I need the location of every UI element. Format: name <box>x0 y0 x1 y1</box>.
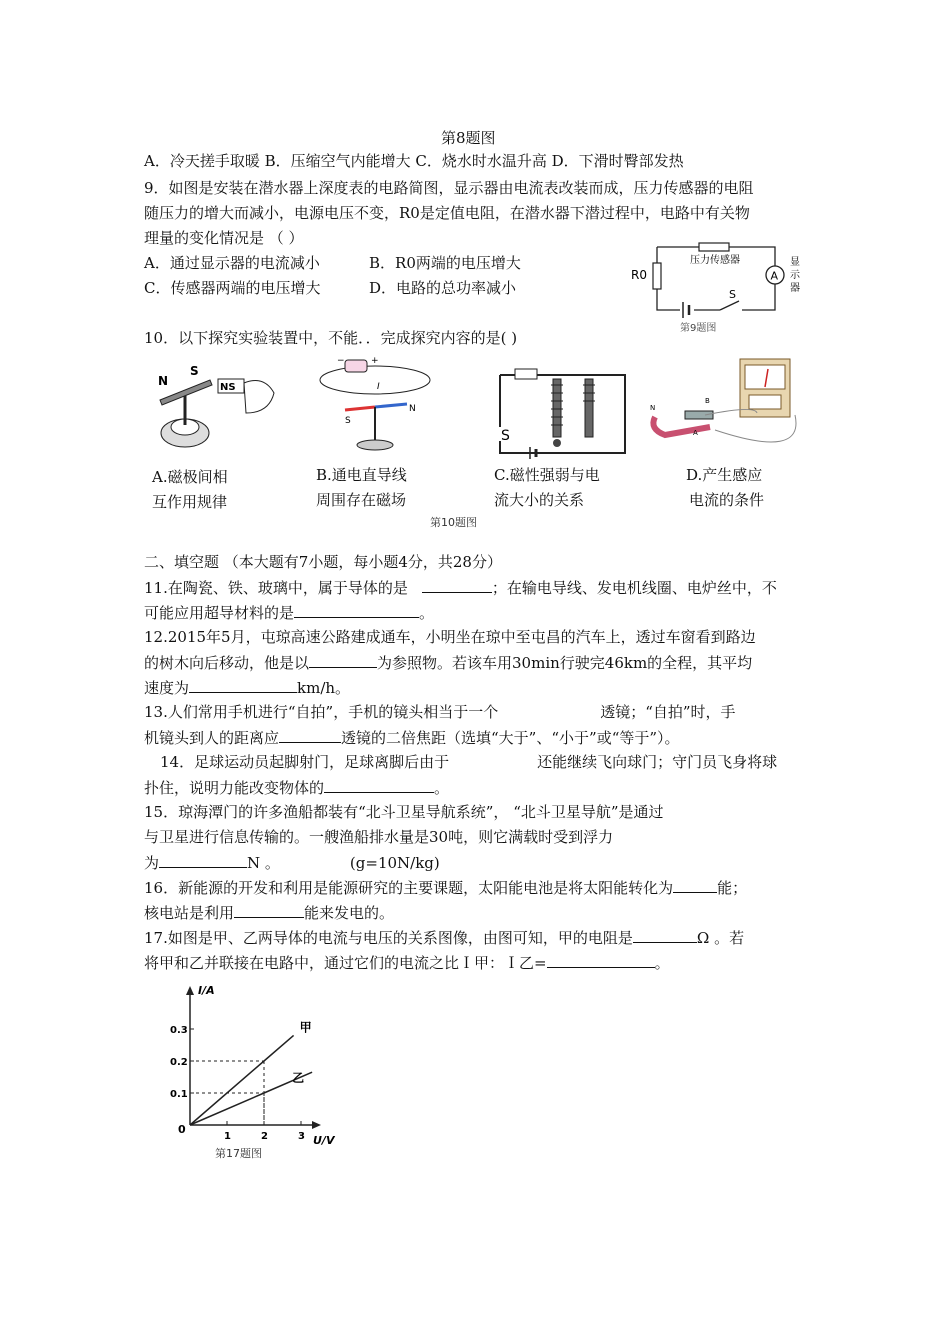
q12-text-b: 为参照物。若该车用30min行驶完46km的全程，其平均 <box>377 654 753 672</box>
x-axis-label: U/V <box>313 1134 335 1147</box>
q9-stem-line1: 9．如图是安装在潜水器上深度表的电路简图，显示器由电流表改装而成，压力传感器的电阻 <box>144 179 754 197</box>
q17-blank-2[interactable] <box>547 952 655 968</box>
q9-option-b: B．R0两端的电压增大 <box>369 254 521 272</box>
q12-line2 <box>144 652 752 673</box>
q10-figure-b <box>315 355 435 455</box>
svg-text:S: S <box>501 428 510 444</box>
switch-label: S <box>729 288 736 301</box>
q12-blank-1[interactable] <box>309 652 377 668</box>
q15-text-c: (g=10N/kg) <box>349 854 440 872</box>
q9-caption: 第9题图 <box>680 323 717 334</box>
q17-blank-1[interactable] <box>633 927 697 943</box>
q11-line2 <box>144 602 434 623</box>
q15-line3 <box>144 852 440 873</box>
q11-text-c: 可能应用超导材料的是 <box>144 604 295 622</box>
y-tick-label-0.1: 0.1 <box>170 1089 188 1100</box>
q12-line3 <box>144 677 350 698</box>
q14-text-d: 。 <box>434 779 450 797</box>
q10-label-a-1: A.磁极间相 <box>152 468 228 486</box>
q11-text-d: 。 <box>419 604 435 622</box>
sensor-label: 压力传感器 <box>690 255 740 266</box>
q16-blank-2[interactable] <box>234 902 304 918</box>
q10-figure-c <box>495 365 630 460</box>
q11-blank-1[interactable] <box>422 577 492 593</box>
svg-text:S: S <box>190 364 199 378</box>
q11-blank-2[interactable] <box>294 602 419 618</box>
svg-text:N: N <box>409 404 416 414</box>
q16-line2 <box>144 902 394 923</box>
q13-blank-2[interactable] <box>279 727 341 743</box>
q12-text-c: 速度为 <box>144 679 190 697</box>
q14-blank-2[interactable] <box>324 777 434 793</box>
q11-text-b: ；在输电导线、发电机线圈、电炉丝中，不 <box>491 579 777 597</box>
pressure-sensor-resistor <box>699 243 729 251</box>
svg-text:A: A <box>693 429 698 437</box>
display-label-3: 器 <box>790 283 800 294</box>
q12-line1: 12.2015年5月，屯琼高速公路建成通车，小明坐在琼中至屯昌的汽车上，透过车窗看到路边 <box>144 628 756 646</box>
series-label-0: 甲 <box>299 1020 312 1035</box>
series-label-1: 乙 <box>292 1071 305 1086</box>
q8-options: A．冷天搓手取暖 B．压缩空气内能增大 C．烧水时水温升高 D．下滑时臀部发热 <box>144 152 684 170</box>
q13-text-a: 13.人们常用手机进行“自拍”，手机的镜头相当于一个 <box>144 703 499 721</box>
q17-text-a: 17.如图是甲、乙两导体的电流与电压的关系图像，由图可知，甲的电阻是 <box>144 929 633 947</box>
q16-text-d: 能来发电的。 <box>304 904 395 922</box>
x-tick-label-1: 1 <box>224 1131 231 1142</box>
q9-option-c: C．传感器两端的电压增大 <box>144 279 321 297</box>
q13-line2 <box>144 727 680 748</box>
q15-text-a: 为 <box>144 854 160 872</box>
q10-figure-a <box>150 355 280 455</box>
svg-text:S: S <box>345 416 351 426</box>
q16-text-c: 核电站是利用 <box>144 904 235 922</box>
q14-line2 <box>144 777 449 798</box>
q13-text-b: 透镜；“自拍”时，手 <box>600 703 736 721</box>
section-2-heading: 二、填空题 （本大题有7小题，每小题4分，共28分） <box>144 553 502 571</box>
q16-blank-1[interactable] <box>673 877 717 893</box>
q16-text-b: 能； <box>717 879 748 897</box>
q9-stem-line2: 随压力的增大而减小，电源电压不变，R0是定值电阻，在潜水器下潜过程中，电路中有关物 <box>144 204 750 222</box>
q9-option-d: D．电路的总功率减小 <box>369 279 517 297</box>
q10-label-d-2: 电流的条件 <box>689 491 765 509</box>
q10-label-a-2: 互作用规律 <box>152 493 228 511</box>
q10-label-c-1: C.磁性强弱与电 <box>494 466 600 484</box>
svg-text:+: + <box>371 356 379 366</box>
q15-text-b: N 。 <box>247 854 280 872</box>
q11-line1 <box>144 577 777 598</box>
q15-blank-1[interactable] <box>159 852 247 868</box>
display-label-2: 示 <box>790 270 800 281</box>
x-tick-label-3: 3 <box>298 1131 305 1142</box>
q9-option-a: A．通过显示器的电流减小 <box>144 254 320 272</box>
r0-resistor <box>653 263 661 289</box>
q13-text-d: 透镜的二倍焦距（选填“大于”、“小于”或“等于”）。 <box>341 729 680 747</box>
q9-stem-line3: 理量的变化情况是 （ ） <box>144 229 304 247</box>
display-label-1: 显 <box>790 257 800 268</box>
q16-text-a: 16．新能源的开发和利用是能源研究的主要课题，太阳能电池是将太阳能转化为 <box>144 879 674 897</box>
q10-figure-d <box>645 355 805 455</box>
x-tick-label-2: 2 <box>261 1131 268 1142</box>
q10-label-d-1: D.产生感应 <box>686 466 763 484</box>
q14-line1 <box>160 752 777 772</box>
q14-text-a: 14．足球运动员起脚射门，足球离脚后由于 <box>160 753 450 771</box>
q10-caption: 第10题图 <box>430 516 477 529</box>
q17-line2 <box>144 952 670 973</box>
svg-text:NS: NS <box>220 382 236 393</box>
q14-text-b: 还能继续飞向球门；守门员飞身将球 <box>537 753 778 771</box>
q17-caption: 第17题图 <box>215 1147 262 1160</box>
q17-text-d: 。 <box>654 954 670 972</box>
q12-text-a: 的树木向后移动，他是以 <box>144 654 310 672</box>
q14-text-c: 扑住，说明力能改变物体的 <box>144 779 325 797</box>
q15-line2: 与卫星进行信息传输的。一艘渔船排水量是30吨，则它满载时受到浮力 <box>144 828 614 846</box>
q8-figure-caption: 第8题图 <box>441 129 496 147</box>
q12-text-d: km/h。 <box>297 679 351 697</box>
series-line-0 <box>190 1035 294 1125</box>
svg-text:N: N <box>650 404 656 412</box>
svg-text:I: I <box>377 382 380 392</box>
svg-text:N: N <box>158 374 169 388</box>
y-axis-label: I/A <box>198 984 215 997</box>
q10-stem: 10．以下探究实验装置中，不能．．完成探究内容的是( ) <box>144 329 518 347</box>
x-axis-arrow-icon <box>312 1121 321 1129</box>
q10-label-b-1: B.通电直导线 <box>316 466 407 484</box>
q17-text-b: Ω 。若 <box>696 929 745 947</box>
r0-label: R0 <box>631 268 647 282</box>
y-tick-label-0.2: 0.2 <box>170 1057 188 1068</box>
ammeter-label: A <box>770 269 779 283</box>
q16-line1 <box>144 877 747 898</box>
q10-label-b-2: 周围存在磁场 <box>316 491 407 509</box>
q17-line1 <box>144 927 744 948</box>
q11-text-a: 11.在陶瓷、铁、玻璃中，属于导体的是 <box>144 579 408 597</box>
q15-line1: 15．琼海潭门的许多渔船都装有“北斗卫星导航系统”， “北斗卫星导航”是通过 <box>144 803 664 821</box>
y-axis-arrow-icon <box>186 986 194 995</box>
svg-text:B: B <box>705 397 710 405</box>
q13-line1 <box>144 702 736 722</box>
q17-iu-chart <box>165 980 345 1170</box>
origin-label: 0 <box>178 1123 186 1136</box>
svg-text:−: − <box>337 356 345 366</box>
q17-text-c: 将甲和乙并联接在电路中，通过它们的电流之比Ｉ甲：Ｉ乙= <box>144 954 547 972</box>
y-tick-label-0.3: 0.3 <box>170 1025 188 1036</box>
q12-blank-2[interactable] <box>189 677 297 693</box>
q9-circuit-diagram <box>625 235 815 335</box>
q13-text-c: 机镜头到人的距离应 <box>144 729 280 747</box>
q10-label-c-2: 流大小的关系 <box>494 491 585 509</box>
